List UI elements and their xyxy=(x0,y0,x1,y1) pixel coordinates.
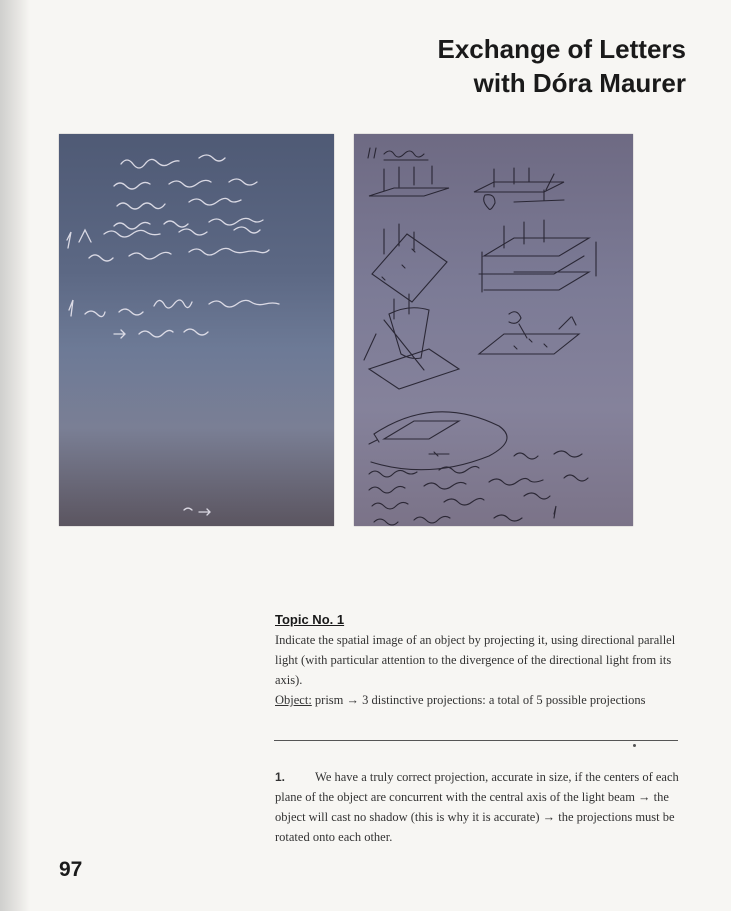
topic-object-line xyxy=(275,690,685,710)
page-number: 97 xyxy=(59,858,83,881)
object-label: Object: xyxy=(275,693,312,707)
object-text: prism → 3 distinctive projections: a total of 5 possible projections xyxy=(311,693,646,707)
handwriting-strokes xyxy=(59,134,334,526)
section-divider xyxy=(274,740,678,741)
topic-section xyxy=(275,610,685,710)
divider-dot xyxy=(633,744,636,747)
page-gutter-shadow xyxy=(0,0,30,911)
paragraph-number: 1. xyxy=(275,770,286,784)
sketch-diagram-photo xyxy=(354,134,633,526)
topic-heading: Topic No. 1 xyxy=(275,612,345,627)
title-line-1: Exchange of Letters xyxy=(437,34,686,64)
sketch-strokes xyxy=(354,134,633,526)
topic-text: Indicate the spatial image of an object by projecting it, using directional parallel light (with particular attention to the divergence of the directional light from its axis). xyxy=(275,633,676,687)
handwritten-letter-photo xyxy=(59,134,334,526)
paragraph-text: We have a truly correct projection, accurate in size, if the centers of each plane of the object are concurrent with the central axis of the light beam → the object will cast no shadow (this is why it is accurate) → the projections must be rotated onto each other. xyxy=(275,770,679,844)
paragraph-1 xyxy=(275,767,685,847)
title-line-2: with Dóra Maurer xyxy=(473,68,686,98)
page-title xyxy=(437,32,686,100)
